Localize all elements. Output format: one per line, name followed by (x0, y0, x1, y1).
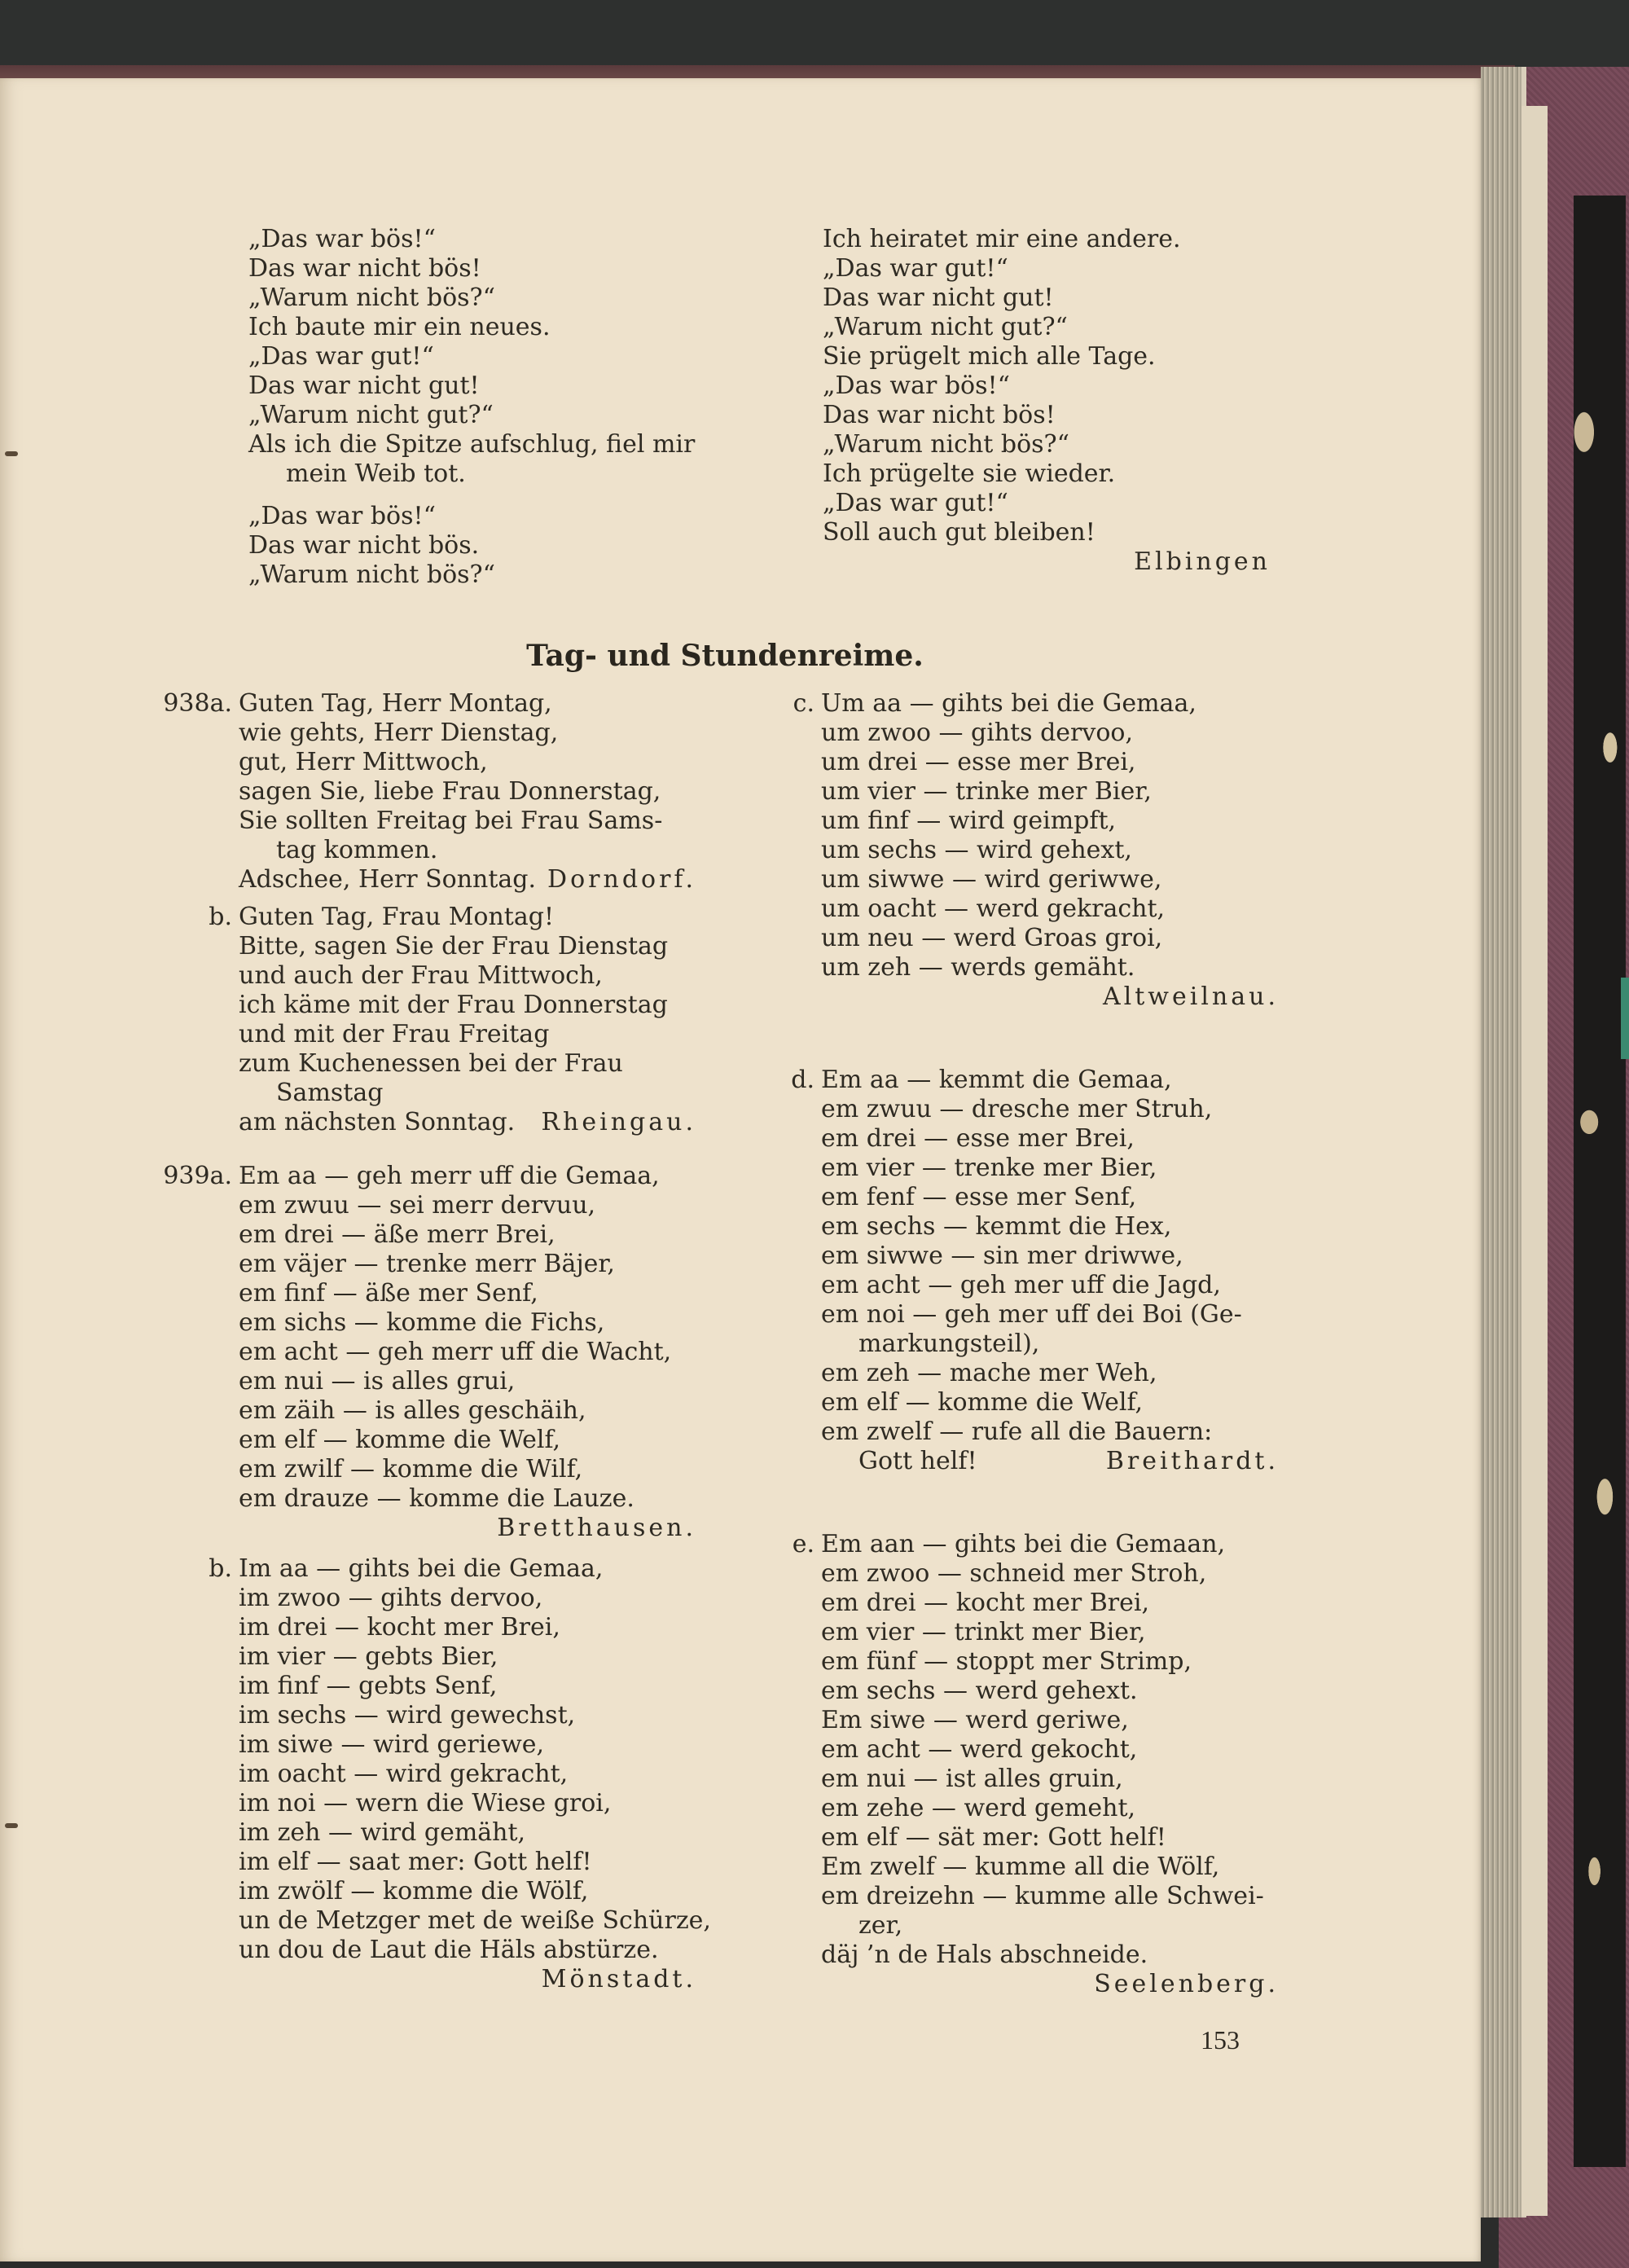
entry-939b (159, 1554, 711, 1994)
verse-line: em finf — äße mer Senf, (239, 1279, 538, 1308)
place-name: Altweilnau. (1102, 982, 1279, 1011)
entry-label: b. (209, 903, 232, 931)
marbled-board (1574, 196, 1626, 2167)
section-heading: Tag- und Stundenreime. (526, 639, 924, 673)
page-block-edges (1481, 67, 1526, 2217)
place-name: Rheingau. (541, 1108, 696, 1136)
verse-line: Ich baute mir ein neues. (248, 313, 551, 341)
verse-line: um zeh — werds gemäht. (821, 953, 1135, 982)
verse-line: em drei — esse mer Brei, (821, 1124, 1135, 1153)
verse-line: em acht — geh mer uff die Jagd, (821, 1271, 1221, 1299)
entry-label: d. (791, 1066, 814, 1094)
verse-line: em drei — äße merr Brei, (239, 1220, 555, 1249)
backdrop (0, 0, 1629, 70)
verse-line: Adschee, Herr Sonntag. (239, 865, 537, 894)
verse-line: mein Weib tot. (286, 459, 466, 488)
verse-line: im noi — wern die Wiese groi, (239, 1789, 612, 1817)
verse-line: em dreizehn — kumme alle Schwei- (821, 1882, 1264, 1910)
verse-line: em vier — trinkt mer Bier, (821, 1618, 1146, 1646)
verse-line: Em zwelf — kumme all die Wölf, (821, 1853, 1220, 1881)
verse-line: Das war nicht bös. (248, 531, 480, 560)
verse-line: Sie sollten Freitag bei Frau Sams- (239, 807, 663, 835)
background-strip (1621, 978, 1629, 1059)
verse-line: Em aa — geh merr uff die Gemaa, (239, 1162, 660, 1190)
entry-label: b. (209, 1554, 232, 1583)
verse-line: im oacht — wird gekracht, (239, 1760, 569, 1788)
verse-line: em acht — geh merr uff die Wacht, (239, 1338, 672, 1366)
place-name: Bretthausen. (497, 1514, 696, 1542)
verse-line: im vier — gebts Bier, (239, 1642, 498, 1671)
verse-line: Das war nicht bös! (823, 401, 1056, 429)
verse-line: sagen Sie, liebe Frau Donnerstag, (239, 777, 661, 806)
verse-line: em sichs — komme die Fichs, (239, 1308, 605, 1337)
verse-line: Sie prügelt mich alle Tage. (823, 342, 1156, 371)
verse-line: wie gehts, Herr Dienstag, (239, 719, 559, 747)
verse-line: tag kommen. (276, 836, 438, 864)
verse-line: Als ich die Spitze aufschlug, fiel mir (248, 430, 696, 459)
verse-line: Ich heiratet mir eine andere. (823, 225, 1181, 253)
verse-line: em elf — sät mer: Gott helf! (821, 1823, 1166, 1852)
verse-line: em sechs — kemmt die Hex, (821, 1212, 1172, 1241)
verse-line: em zwilf — komme die Wilf, (239, 1455, 583, 1483)
verse-line: „Warum nicht bös?“ (248, 284, 495, 312)
verse-line: „Das war gut!“ (823, 254, 1008, 283)
verse-line: Guten Tag, Herr Montag, (239, 689, 552, 718)
margin-mark (5, 1823, 18, 1828)
verse-line: um oacht — werd gekracht, (821, 894, 1166, 923)
verse-line: em fünf — stoppt mer Strimp, (821, 1647, 1192, 1676)
verse-line: „Das war gut!“ (248, 342, 434, 371)
verse-line: Im aa — gihts bei die Gemaa, (239, 1554, 604, 1583)
endpaper (1521, 106, 1548, 2216)
verse-line: em noi — geh mer uff dei Boi (Ge- (821, 1300, 1242, 1329)
verse-line: em elf — komme die Welf, (821, 1388, 1144, 1417)
verse-line: em drauze — komme die Lauze. (239, 1484, 634, 1513)
verse-line: im sechs — wird gewechst, (239, 1701, 576, 1730)
place-name: Seelenberg. (1094, 1970, 1279, 1998)
verse-line: Soll auch gut bleiben! (823, 518, 1096, 547)
verse-line: „Das war bös!“ (248, 225, 436, 253)
verse-line: em nui — is alles grui, (239, 1367, 516, 1396)
entry-939a (159, 1162, 696, 1543)
verse-line: zum Kuchenessen bei der Frau (239, 1049, 623, 1078)
verse-line: em väjer — trenke merr Bäjer, (239, 1250, 615, 1278)
verse-line: Guten Tag, Frau Montag! (239, 903, 554, 931)
verse-line: Das war nicht gut! (823, 284, 1054, 312)
entry-label: 938a. (163, 689, 232, 718)
margin-mark (5, 451, 18, 456)
verse-line: um neu — werd Groas groi, (821, 924, 1163, 952)
verse-line: em siwwe — sin mer driwwe, (821, 1242, 1183, 1270)
poem-top-left (248, 225, 695, 590)
verse-line: un dou de Laut die Häls abstürze. (239, 1936, 659, 1964)
verse-line: im finf — gebts Senf, (239, 1672, 498, 1700)
verse-line: gut, Herr Mittwoch, (239, 748, 488, 776)
entry-939c (741, 689, 1279, 1012)
verse-line: im zeh — wird gemäht, (239, 1818, 526, 1847)
page-number: 153 (1201, 2025, 1240, 2055)
verse-line: im zwoo — gihts dervoo, (239, 1584, 543, 1612)
verse-line: um finf — wird geimpft, (821, 807, 1117, 835)
verse-line: em elf — komme die Welf, (239, 1426, 561, 1454)
verse-line: em fenf — esse mer Senf, (821, 1183, 1137, 1211)
verse-line: Bitte, sagen Sie der Frau Dienstag (239, 932, 669, 960)
place-name: Elbingen (1134, 547, 1271, 576)
verse-line: em drei — kocht mer Brei, (821, 1589, 1150, 1617)
entry-label: 939a. (163, 1162, 232, 1190)
verse-line: Em aa — kemmt die Gemaa, (821, 1066, 1172, 1094)
verse-line: em sechs — werd gehext. (821, 1677, 1138, 1705)
verse-line: um sechs — wird gehext, (821, 836, 1132, 864)
verse-line: um vier — trinke mer Bier, (821, 777, 1152, 806)
verse-line: Em aan — gihts bei die Gemaan, (821, 1530, 1226, 1558)
verse-line: Das war nicht gut! (248, 371, 480, 400)
verse-line: em zehe — werd gemeht, (821, 1794, 1136, 1822)
verse-line: „Das war bös!“ (248, 502, 436, 530)
verse-line: Ich prügelte sie wieder. (823, 459, 1116, 488)
verse-line: und auch der Frau Mittwoch, (239, 961, 603, 990)
verse-line: em nui — ist alles gruin, (821, 1765, 1123, 1793)
verse-line: im drei — kocht mer Brei, (239, 1613, 560, 1642)
verse-line: „Warum nicht bös?“ (248, 560, 495, 589)
poem-top-right (823, 225, 1271, 577)
verse-line: em vier — trenke mer Bier, (821, 1154, 1157, 1182)
verse-line: Um aa — gihts bei die Gemaa, (821, 689, 1197, 718)
book-page (0, 78, 1481, 2261)
verse-line: im zwölf — komme die Wölf, (239, 1877, 589, 1905)
verse-line: Das war nicht bös! (248, 254, 481, 283)
verse-line: um drei — esse mer Brei, (821, 748, 1136, 776)
verse-line: ich käme mit der Frau Donnerstag (239, 991, 668, 1019)
verse-line: em zwuu — dresche mer Struh, (821, 1095, 1213, 1123)
entry-939e (741, 1530, 1279, 1999)
verse-line: „Warum nicht gut?“ (248, 401, 494, 429)
verse-line: zer, (858, 1911, 903, 1940)
verse-line: em zwoo — schneid mer Stroh, (821, 1559, 1207, 1588)
place-name: Dorndorf. (547, 865, 696, 894)
verse-line: und mit der Frau Freitag (239, 1020, 550, 1048)
verse-line: em acht — werd gekocht, (821, 1735, 1138, 1764)
verse-line: markungsteil), (858, 1330, 1040, 1358)
place-name: Breithardt. (1105, 1447, 1279, 1475)
verse-line: im elf — saat mer: Gott helf! (239, 1848, 592, 1876)
verse-line: Em siwe — werd geriwe, (821, 1706, 1129, 1734)
entry-label: c. (793, 689, 814, 718)
verse-line: um zwoo — gihts dervoo, (821, 719, 1133, 747)
verse-line: Gott helf! (858, 1447, 977, 1475)
verse-line: Samstag (276, 1079, 384, 1107)
verse-line: „Das war gut!“ (823, 489, 1008, 517)
place-name: Mönstadt. (541, 1965, 696, 1993)
verse-line: em zeh — mache mer Weh, (821, 1359, 1157, 1387)
verse-line: „Warum nicht bös?“ (823, 430, 1069, 459)
entry-label: e. (792, 1530, 814, 1558)
verse-line: im siwe — wird geriewe, (239, 1730, 545, 1759)
entry-939d (741, 1066, 1279, 1476)
entry-938b (159, 903, 696, 1137)
verse-line: em zäih — is alles geschäih, (239, 1396, 586, 1425)
verse-line: däj ’n de Hals abschneide. (821, 1941, 1148, 1969)
verse-line: „Das war bös!“ (823, 371, 1010, 400)
verse-line: un de Metzger met de weiße Schürze, (239, 1906, 711, 1935)
verse-line: em zwelf — rufe all die Bauern: (821, 1418, 1213, 1446)
verse-line: em zwuu — sei merr dervuu, (239, 1191, 596, 1220)
verse-line: am nächsten Sonntag. (239, 1108, 516, 1136)
verse-line: „Warum nicht gut?“ (823, 313, 1068, 341)
verse-line: um siwwe — wird geriwwe, (821, 865, 1162, 894)
entry-938a (159, 689, 696, 894)
